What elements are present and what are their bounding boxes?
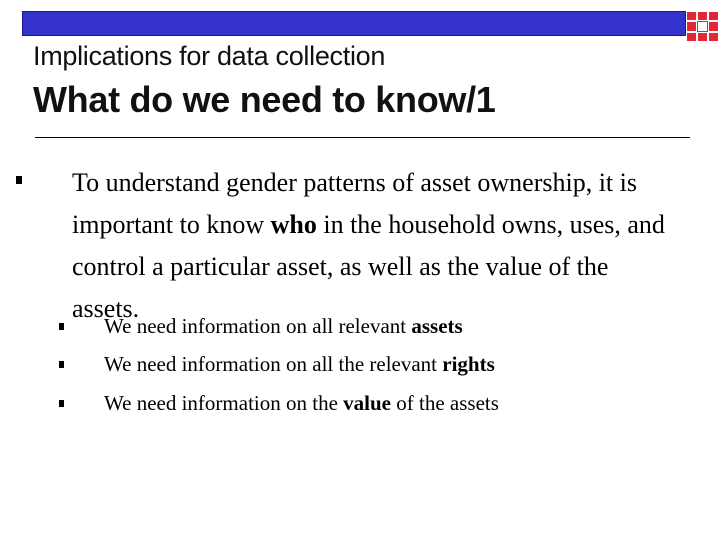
sub-bullet-text-before: We need information on all relevant	[104, 314, 412, 338]
main-bullet-text-before: To understand gender patterns of asset ownership, it is important to know	[72, 168, 637, 239]
bullet-icon	[16, 176, 22, 184]
header-bar	[22, 11, 686, 36]
sub-bullet-text-after: of the assets	[391, 391, 499, 415]
sub-bullet-item	[104, 391, 499, 415]
title-divider	[35, 137, 690, 138]
sub-bullet-text-bold: rights	[442, 352, 495, 376]
sub-bullet-text-before: We need information on all the relevant	[104, 352, 443, 376]
sub-bullet-icon	[59, 323, 64, 330]
corner-decoration	[686, 11, 719, 42]
sub-bullet-icon	[59, 400, 64, 407]
sub-bullet-item	[104, 314, 463, 338]
sub-bullet-item	[104, 352, 495, 376]
sub-bullet-text-before: We need information on the	[104, 391, 344, 415]
main-bullet-text	[72, 162, 672, 330]
main-bullet-text-after: in the household owns, uses, and control a particular asset, as well as the value of the assets.	[72, 210, 665, 323]
slide-title: What do we need to know/1	[33, 79, 496, 120]
sub-bullet-icon	[59, 361, 64, 368]
main-bullet-text-bold: who	[270, 210, 317, 239]
sub-bullet-text-bold: assets	[411, 314, 463, 338]
sub-bullet-text-bold: value	[343, 391, 391, 415]
slide-subtitle: Implications for data collection	[33, 41, 386, 71]
